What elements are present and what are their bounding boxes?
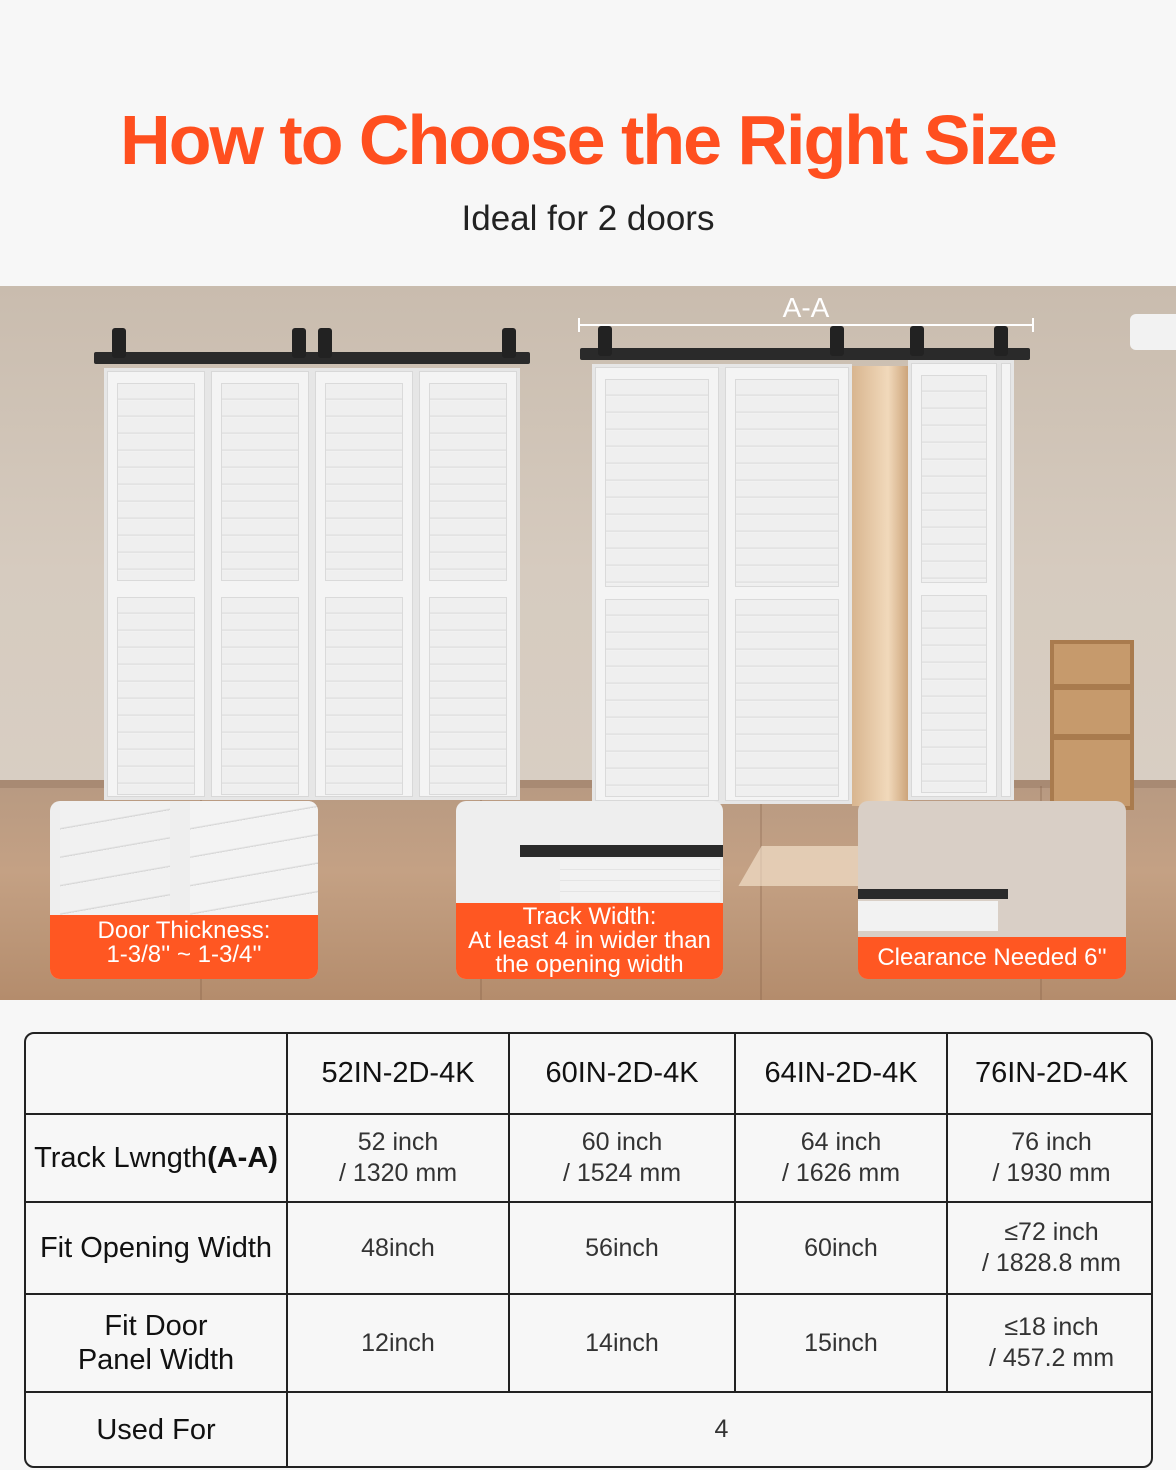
row-label-text: Fit Door <box>104 1310 208 1342</box>
roller-hanger <box>292 328 306 358</box>
cell-line: 60inch <box>804 1233 878 1262</box>
door-panel-folded <box>998 360 1014 800</box>
dimension-line <box>578 324 1034 326</box>
table-row <box>26 1114 1153 1202</box>
cell-line: 64 inch <box>800 1128 882 1156</box>
caption-line: Clearance Needed 6'' <box>877 944 1107 971</box>
table-row <box>26 1294 1153 1392</box>
page-title: How to Choose the Right Size <box>120 101 1056 179</box>
track-rail-right <box>580 348 1030 360</box>
cell-line: 48inch <box>361 1233 435 1262</box>
caption-line: Door Thickness: <box>97 917 271 944</box>
model-header: 76IN-2D-4K <box>947 1034 1153 1114</box>
roller-hanger <box>598 326 612 356</box>
caption-track-width <box>456 903 723 979</box>
row-label <box>26 1202 287 1294</box>
roller-hanger <box>502 328 516 358</box>
table-row <box>26 1392 1153 1466</box>
cell-line: ≤72 inch <box>1004 1218 1099 1246</box>
page-subtitle: Ideal for 2 doors <box>461 199 715 238</box>
table-cell <box>287 1202 509 1294</box>
row-label-text: Fit Opening Width <box>39 1232 273 1264</box>
row-label <box>26 1114 287 1202</box>
table-cell <box>509 1202 735 1294</box>
cell-line: / 1320 mm <box>338 1159 458 1187</box>
empty-header-cell <box>26 1034 287 1114</box>
size-table <box>24 1032 1153 1468</box>
inset-image <box>560 859 720 903</box>
inset-image <box>858 901 998 931</box>
table-cell <box>509 1294 735 1392</box>
inset-clearance <box>858 801 1126 979</box>
table-cell <box>287 1114 509 1202</box>
model-header: 64IN-2D-4K <box>735 1034 947 1114</box>
table-cell <box>947 1114 1153 1202</box>
roller-hanger <box>994 326 1008 356</box>
table-cell <box>287 1294 509 1392</box>
cell-line: 76 inch <box>1011 1128 1092 1156</box>
row-label-text: Panel Width <box>77 1344 235 1376</box>
cell-line: ≤18 inch <box>1004 1313 1099 1341</box>
cell-line: / 1930 mm <box>992 1159 1111 1187</box>
dimension-label: A-A <box>782 292 830 323</box>
cell-line: 12inch <box>361 1328 435 1357</box>
inset-track <box>858 889 1008 899</box>
row-label-bold: (A-A) <box>207 1142 278 1174</box>
caption-line: the opening width <box>495 951 684 978</box>
cell-line: 52 inch <box>357 1128 439 1156</box>
caption-line: 1-3/8'' ~ 1-3/4'' <box>106 941 262 968</box>
inset-image <box>60 801 170 921</box>
table-cell <box>947 1202 1153 1294</box>
caption-door-thickness <box>50 915 318 979</box>
cell-line: / 1626 mm <box>781 1159 901 1187</box>
cell-line: / 457.2 mm <box>988 1344 1115 1372</box>
row-label: Used For <box>26 1392 287 1466</box>
cell-line: / 1524 mm <box>562 1159 682 1187</box>
cell-line: 60 inch <box>581 1128 663 1156</box>
door-panel-open <box>908 360 1000 800</box>
cell-line: 56inch <box>585 1233 659 1262</box>
roller-hanger <box>318 328 332 358</box>
roller-hanger <box>910 326 924 356</box>
roller-hanger <box>830 326 844 356</box>
row-label-text: Track Lwngth <box>34 1142 208 1174</box>
door-panel <box>312 368 416 800</box>
inset-track <box>520 845 723 857</box>
door-panel <box>592 364 722 804</box>
table-cell <box>509 1114 735 1202</box>
used-for-value: 4 <box>287 1392 1153 1466</box>
track-rail-left <box>94 352 530 364</box>
model-header: 60IN-2D-4K <box>509 1034 735 1114</box>
door-panel <box>416 368 520 800</box>
table-cell <box>947 1294 1153 1392</box>
caption-line: Track Width: <box>522 903 657 930</box>
roller-hanger <box>112 328 126 358</box>
product-photo <box>0 286 1176 1000</box>
door-panel <box>104 368 208 800</box>
dimension-tick <box>578 318 580 332</box>
table-row <box>26 1202 1153 1294</box>
table-cell <box>735 1114 947 1202</box>
inset-door-thickness <box>50 801 318 979</box>
wooden-shelf <box>1050 640 1134 810</box>
door-panel <box>208 368 312 800</box>
table-cell <box>735 1294 947 1392</box>
caption-clearance <box>858 937 1126 979</box>
model-header: 52IN-2D-4K <box>287 1034 509 1114</box>
caption-line: At least 4 in wider than <box>468 927 711 954</box>
inset-track-width <box>456 801 723 979</box>
door-panel <box>722 364 852 804</box>
cell-line: 15inch <box>804 1328 878 1357</box>
header <box>0 0 1176 286</box>
floor-seam <box>760 786 762 1000</box>
cell-line: 14inch <box>585 1328 659 1357</box>
table-cell <box>735 1202 947 1294</box>
air-conditioner <box>1130 314 1176 350</box>
cell-line: / 1828.8 mm <box>982 1249 1121 1277</box>
inset-image <box>190 801 318 921</box>
dimension-tick <box>1032 318 1034 332</box>
row-label <box>26 1294 287 1392</box>
door-opening <box>852 366 912 806</box>
table-header-row <box>26 1034 1153 1114</box>
